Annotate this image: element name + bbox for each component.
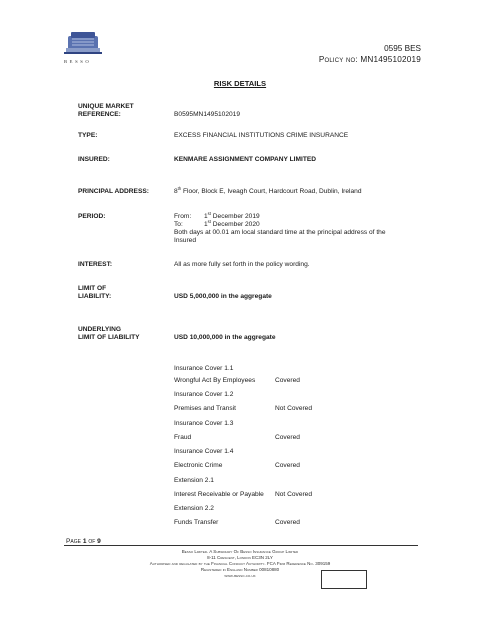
limit-label-line2: LIABILITY: xyxy=(78,293,112,300)
insured-label: INSURED: xyxy=(78,156,110,163)
interest-label: INTEREST: xyxy=(78,261,113,268)
limit-label xyxy=(78,285,111,301)
coverage-name: Insurance Cover 1.3 xyxy=(174,420,234,427)
footer-line-4: Registered in England Number 00810880 xyxy=(200,567,280,572)
underlying-value: USD 10,000,000 in the aggregate xyxy=(174,334,276,341)
logo-wordmark: BESSO xyxy=(64,59,92,64)
underlying-label-line1: UNDERLYING xyxy=(78,326,121,333)
address-rest: Floor, Block E, Iveagh Court, Hardcourt Road, Dublin, Ireland xyxy=(181,188,362,195)
footer-line-3: Authorised and regulated by the Financial Conduct Authority. FCA Firm Reference No. 309159 xyxy=(149,561,331,566)
policy-number: Policy no: MN1495102019 xyxy=(318,55,421,64)
period-from-sup: st xyxy=(207,210,211,216)
period-to-date xyxy=(204,218,260,229)
reference-code: 0595 BES xyxy=(384,44,421,53)
coverage-status: Not Covered xyxy=(275,405,313,412)
interest-value: All as more fully set forth in the policy wording. xyxy=(174,261,310,268)
period-to-sup: st xyxy=(207,218,211,224)
umr-label-line1: UNIQUE MARKET xyxy=(78,103,134,110)
period-label: PERIOD: xyxy=(78,213,106,220)
footer-line-5: www.besso.co.uk xyxy=(224,573,256,578)
coverage-name: Wrongful Act By Employees xyxy=(174,377,256,384)
page-title: RISK DETAILS xyxy=(213,79,267,88)
coverage-name: Insurance Cover 1.2 xyxy=(174,391,234,398)
footer-line-1: Besso Limited. A Subsidiary Of Besso Insurance Group Limited xyxy=(181,549,299,554)
coverage-name: Fraud xyxy=(174,434,192,441)
page-of: of xyxy=(88,538,96,545)
limit-value: USD 5,000,000 in the aggregate xyxy=(174,293,272,300)
coverage-name: Insurance Cover 1.1 xyxy=(174,365,234,372)
period-from-rest: December 2019 xyxy=(210,213,260,220)
page-prefix: Page xyxy=(66,538,81,545)
page-total: 9 xyxy=(97,538,101,545)
coverage-name: Funds Transfer xyxy=(174,519,219,526)
coverage-name: Extension 2.2 xyxy=(174,505,214,512)
limit-label-line1: LIMIT OF xyxy=(78,285,107,292)
address-value xyxy=(174,185,362,196)
period-to-rest: December 2020 xyxy=(210,221,260,228)
umr-label-line2: REFERENCE: xyxy=(78,111,121,118)
coverage-status: Covered xyxy=(275,462,300,469)
page-current: 1 xyxy=(82,538,87,545)
coverage-status: Not Covered xyxy=(275,491,313,498)
underlying-label xyxy=(78,326,140,342)
underlying-label-line2: LIMIT OF LIABILITY xyxy=(78,334,140,341)
coverage-name: Electronic Crime xyxy=(174,462,223,469)
stamp-box xyxy=(321,570,367,589)
besso-logo-icon xyxy=(62,28,104,62)
address-suffix: th xyxy=(177,185,182,191)
coverage-name: Insurance Cover 1.4 xyxy=(174,448,234,455)
umr-label xyxy=(78,103,134,119)
type-label: TYPE: xyxy=(78,132,98,139)
period-to-day: 1 xyxy=(204,221,208,228)
coverage-status: Covered xyxy=(275,377,300,384)
footer-divider xyxy=(64,545,418,546)
period-from-date xyxy=(204,210,260,221)
period-note-line2: Insured xyxy=(174,237,196,244)
coverage-status: Covered xyxy=(275,434,300,441)
period-from-day: 1 xyxy=(204,213,208,220)
coverage-name: Extension 2.1 xyxy=(174,477,214,484)
period-note-line1: Both days at 00.01 am local standard time at the principal address of the xyxy=(174,229,386,236)
insured-value: KENMARE ASSIGNMENT COMPANY LIMITED xyxy=(174,156,317,163)
coverage-name: Premises and Transit xyxy=(174,405,236,412)
footer-line-2: 8-11 Crescent, London EC3N 2LY xyxy=(207,555,273,560)
period-from-label: From: xyxy=(174,213,192,220)
coverage-name: Interest Receivable or Payable xyxy=(174,491,264,498)
address-number: 8 xyxy=(174,188,178,195)
type-value: EXCESS FINANCIAL INSTITUTIONS CRIME INSURANCE xyxy=(174,132,349,139)
page-number xyxy=(66,538,101,545)
coverage-status: Covered xyxy=(275,519,300,526)
period-to-label: To: xyxy=(174,221,183,228)
address-label: PRINCIPAL ADDRESS: xyxy=(78,188,149,195)
umr-value: B0595MN1495102019 xyxy=(174,111,240,118)
